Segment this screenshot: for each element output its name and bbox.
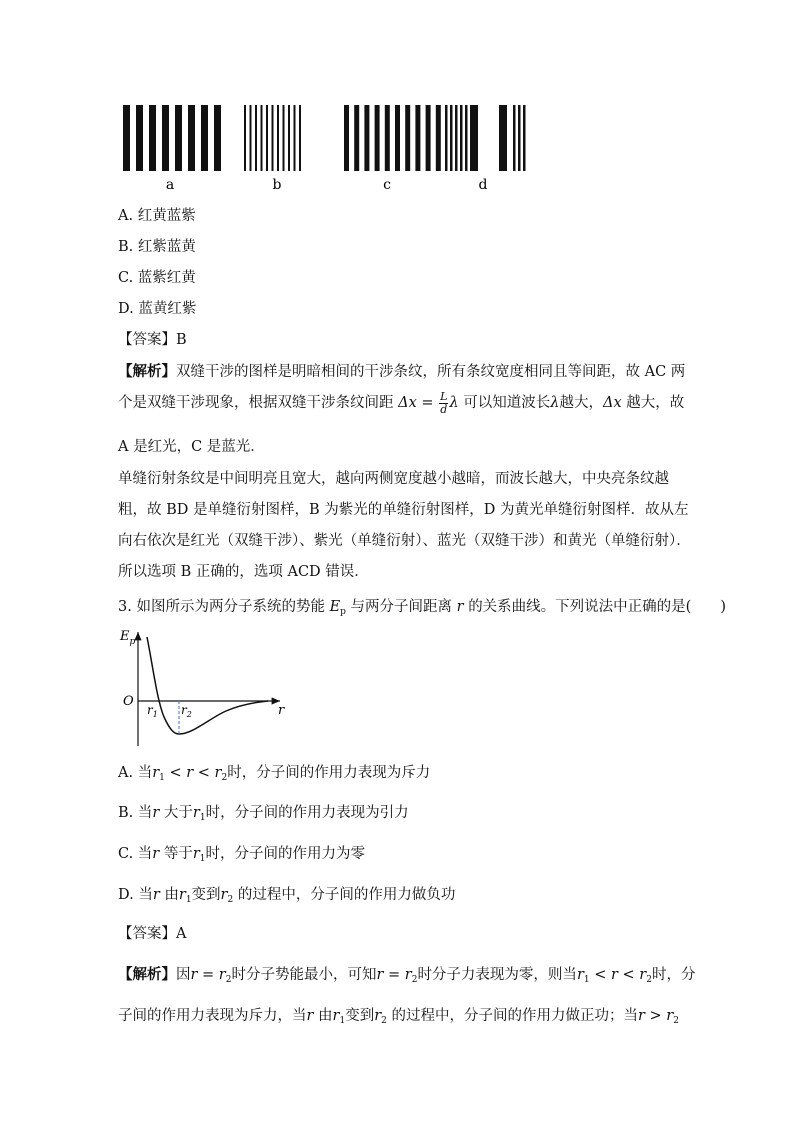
pattern-a-stripe	[123, 105, 130, 171]
pattern-b-stripe	[244, 105, 246, 171]
q2-analysis-line-7: 所以选项 B 正确的，选项 ACD 错误．	[118, 564, 369, 580]
pattern-d-stripe	[513, 105, 516, 171]
pattern-b-stripe	[283, 105, 285, 171]
pattern-label-b: b	[272, 177, 282, 193]
pattern-b-stripe	[294, 105, 296, 171]
fringe-spacing-formula: Δx = $\frac{L}{d}$ λ	[398, 390, 459, 416]
pattern-b-stripe	[299, 105, 301, 171]
pattern-d-stripe	[523, 105, 526, 171]
q2-analysis-line-5: 粗，故 BD 是单缝衍射图样，B 为紫光的单缝衍射图样，D 为黄光单缝衍射图样．故从左	[118, 502, 689, 518]
pattern-c-stripe	[375, 105, 380, 171]
q2-option-d: D. 蓝黄红紫	[118, 301, 197, 317]
q3-analysis-line-1: 【解析】因$r = r_2$时分子势能最小，可知$r = r_2$时分子力表现为零，则当$r_1 < r < r_2$时，分	[118, 966, 696, 985]
pattern-d-stripe	[518, 105, 521, 171]
pattern-c-stripe	[364, 105, 369, 171]
pattern-c-stripe	[436, 105, 441, 171]
fringe-bars	[123, 105, 526, 171]
pattern-b-stripe	[266, 105, 268, 171]
pattern-d-stripe	[450, 105, 453, 171]
pattern-a-stripe	[201, 105, 208, 171]
pattern-d-stripe	[445, 105, 448, 171]
pattern-a-stripe	[149, 105, 156, 171]
origin-label: O	[123, 694, 134, 709]
pattern-c-stripe	[415, 105, 420, 171]
pattern-b-stripe	[250, 105, 252, 171]
potential-energy-graph	[118, 622, 298, 752]
pattern-a-stripe	[136, 105, 143, 171]
pattern-d-stripe	[470, 105, 478, 171]
pattern-b-stripe	[272, 105, 274, 171]
y-axis-label: $E_p$	[120, 629, 136, 647]
pattern-c-stripe	[405, 105, 410, 171]
pattern-c-stripe	[354, 105, 359, 171]
fringe-patterns-figure	[118, 100, 528, 196]
pattern-label-d: d	[478, 177, 488, 193]
q2-analysis-line-4: 单缝衍射条纹是中间明亮且宽大，越向两侧宽度越小越暗，而波长越大，中央亮条纹越	[118, 471, 669, 487]
q3-option-c: C. 当r 等于$r_1$时，分子间的作用力为零	[118, 846, 366, 864]
x-axis-label: r	[278, 703, 285, 718]
q3-answer: 【答案】A	[118, 926, 187, 942]
q3-option-b: B. 当r 大于$r_1$时，分子间的作用力表现为引力	[118, 805, 409, 823]
q2-analysis-line-6: 向右依次是红光（双缝干涉）、紫光（单缝衍射）、蓝光（双缝干涉）和黄光（单缝衍射）．	[118, 533, 691, 549]
q2-analysis-line-1: 【解析】双缝干涉的图样是明暗相间的干涉条纹，所有条纹宽度相同且等间距，故 AC 两	[118, 363, 686, 380]
pattern-a-stripe	[214, 105, 221, 171]
pattern-a-stripe	[188, 105, 195, 171]
pattern-d-stripe	[460, 105, 463, 171]
pattern-c-stripe	[395, 105, 400, 171]
pattern-b-stripe	[288, 105, 290, 171]
pattern-c-stripe	[385, 105, 390, 171]
pattern-label-c: c	[383, 177, 391, 193]
pattern-b-stripe	[255, 105, 257, 171]
q2-analysis-line-3: A 是红光，C 是蓝光．	[118, 439, 265, 455]
analysis-tag: 【解析】	[118, 363, 176, 380]
q3-option-d: D. 当r 由$r_1$变到$r_2$ 的过程中，分子间的作用力做负功	[118, 887, 456, 905]
pattern-b-stripe	[261, 105, 263, 171]
r1-label: $r_1$	[147, 703, 158, 719]
pattern-label-a: a	[165, 177, 175, 193]
q2-answer: 【答案】B	[118, 332, 187, 348]
pattern-d-stripe	[465, 105, 468, 171]
q2-option-a: A. 红黄蓝紫	[118, 208, 196, 224]
pattern-a-stripe	[162, 105, 169, 171]
pattern-d-stripe	[499, 105, 507, 171]
pattern-a-stripe	[175, 105, 182, 171]
pattern-d-stripe	[455, 105, 458, 171]
pattern-c-stripe	[344, 105, 349, 171]
q2-analysis-line-2: 个是双缝干涉现象，根据双缝干涉条纹间距 Δx = $\frac{L}{d}$ λ 可以知道波长λ越大，Δx 越大，故	[118, 390, 685, 416]
q3-option-a: A. 当$r_1 < r < r_2$时，分子间的作用力表现为斥力	[118, 765, 431, 783]
q2-option-b: B. 红紫蓝黄	[118, 239, 196, 255]
r2-label: $r_2$	[181, 703, 192, 719]
pattern-c-stripe	[426, 105, 431, 171]
pattern-b-stripe	[277, 105, 279, 171]
potential-curve	[147, 637, 268, 734]
q2-option-c: C. 蓝紫红黄	[118, 270, 196, 286]
q3-stem: 3. 如图所示为两分子系统的势能 $E_p$ 与两分子间距离 r 的关系曲线。下列说法中正确的是( )	[118, 599, 726, 617]
q3-analysis-line-2: 子间的作用力表现为斥力，当r 由$r_1$变到$r_2$ 的过程中，分子间的作用力做正功；当$r > r_2$	[118, 1008, 679, 1026]
